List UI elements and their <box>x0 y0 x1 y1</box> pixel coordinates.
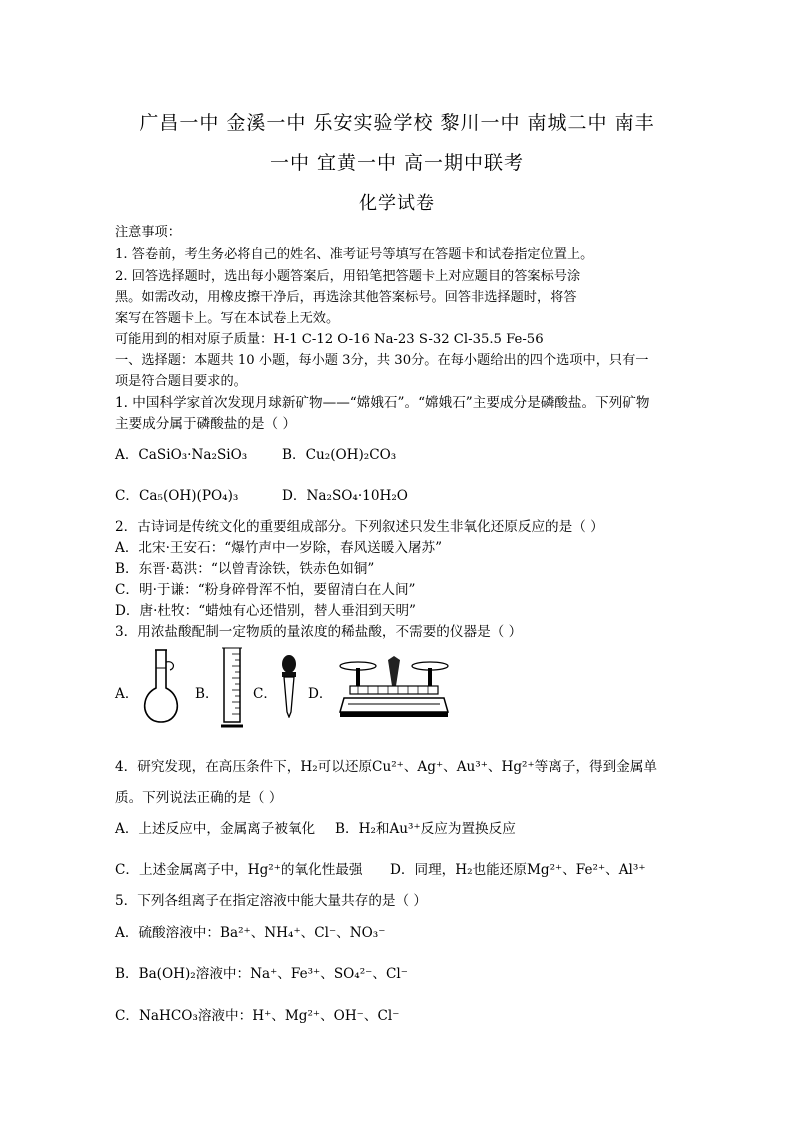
q1-option-a: A．CaSiO₃·Na₂SiO₃ <box>115 447 248 463</box>
q5-stem: 5．下列各组离子在指定溶液中能大量共存的是（ ） <box>115 893 428 909</box>
notes-heading: 注意事项： <box>115 225 181 240</box>
q4-option-d: D．同理，H₂也能还原Mg²⁺、Fe²⁺、Al³⁺ <box>390 862 646 878</box>
atomic-masses: 可能用到的相对原子质量：H-1 C-12 O-16 Na-23 S-32 Cl-35.5 Fe-56 <box>115 332 544 347</box>
q4-option-a: A．上述反应中，金属离子被氧化 <box>115 821 316 837</box>
balance-icon <box>338 656 450 722</box>
q5-option-b: B．Ba(OH)₂溶液中：Na⁺、Fe³⁺、SO₄²⁻、Cl⁻ <box>115 966 408 982</box>
q1-option-b: B．Cu₂(OH)₂CO₃ <box>282 447 397 463</box>
q1-stem-a: 1. 中国科学家首次发现月球新矿物——“嫦娥石”。“嫦娥石”主要成分是磷酸盐。下列矿物 <box>115 395 650 411</box>
note-1: 1. 答卷前，考生务必将自己的姓名、准考证号等填写在答题卡和试卷指定位置上。 <box>115 247 594 262</box>
dropper-icon <box>278 654 300 722</box>
q4-option-c: C．上述金属离子中，Hg²⁺的氧化性最强 <box>115 862 363 878</box>
q4-stem-a: 4．研究发现，在高压条件下，H₂可以还原Cu²⁺、Ag⁺、Au³⁺、Hg²⁺等离子，得到金属单 <box>115 759 658 775</box>
q2-option-c: C．明·于谦：“粉身碎骨浑不怕，要留清白在人间” <box>115 582 416 598</box>
note-2b: 黑。如需改动，用橡皮擦干净后，再选涂其他答案标号。回答非选择题时，将答 <box>115 290 577 305</box>
q2-option-b: B．东晋·葛洪：“以曾青涂铁，铁赤色如铜” <box>115 561 375 577</box>
volumetric-flask-icon <box>138 648 183 728</box>
q1-stem-b: 主要成分属于磷酸盐的是（ ） <box>115 416 297 432</box>
q2-option-d: D．唐·杜牧：“蜡烛有心还惜别，替人垂泪到天明” <box>115 603 416 619</box>
subject-title: 化学试卷 <box>359 193 435 214</box>
q3-stem: 3．用浓盐酸配制一定物质的量浓度的稀盐酸，不需要的仪器是（ ） <box>115 624 523 640</box>
q2-option-a: A．北宋·王安石：“爆竹声中一岁除，春风送暖入屠苏” <box>115 540 443 556</box>
q2-stem: 2．古诗词是传统文化的重要组成部分。下列叙述只发生非氧化还原反应的是（ ） <box>115 519 604 535</box>
note-2a: 2. 回答选择题时，选出每小题答案后，用铅笔把答题卡上对应题目的答案标号涂 <box>115 269 581 284</box>
section1-heading-a: 一、选择题：本题共 10 小题，每小题 3分，共 30分。在每小题给出的四个选项中，只有一 <box>115 353 649 368</box>
q4-stem-b: 质。下列说法正确的是（ ） <box>115 790 283 806</box>
q5-option-c: C．NaHCO₃溶液中：H⁺、Mg²⁺、OH⁻、Cl⁻ <box>115 1008 400 1024</box>
q3-option-c: C． <box>253 686 277 702</box>
q1-option-c: C．Ca₅(OH)(PO₄)₃ <box>115 488 239 504</box>
q3-option-a: A． <box>115 686 139 702</box>
exam-title-line1: 广昌一中 金溪一中 乐安实验学校 黎川一中 南城二中 南丰 <box>139 112 655 134</box>
q1-option-d: D．Na₂SO₄·10H₂O <box>282 488 408 504</box>
q3-option-d: D． <box>308 686 333 702</box>
q3-option-b: B． <box>195 686 219 702</box>
graduated-cylinder-icon <box>218 646 246 734</box>
note-2c: 案写在答题卡上。写在本试卷上无效。 <box>115 311 340 326</box>
q5-option-a: A．硫酸溶液中：Ba²⁺、NH₄⁺、Cl⁻、NO₃⁻ <box>115 925 386 941</box>
exam-title-line2: 一中 宜黄一中 高一期中联考 <box>269 152 525 174</box>
section1-heading-b: 项是符合题目要求的。 <box>115 374 247 389</box>
q4-option-b: B．H₂和Au³⁺反应为置换反应 <box>335 821 516 837</box>
